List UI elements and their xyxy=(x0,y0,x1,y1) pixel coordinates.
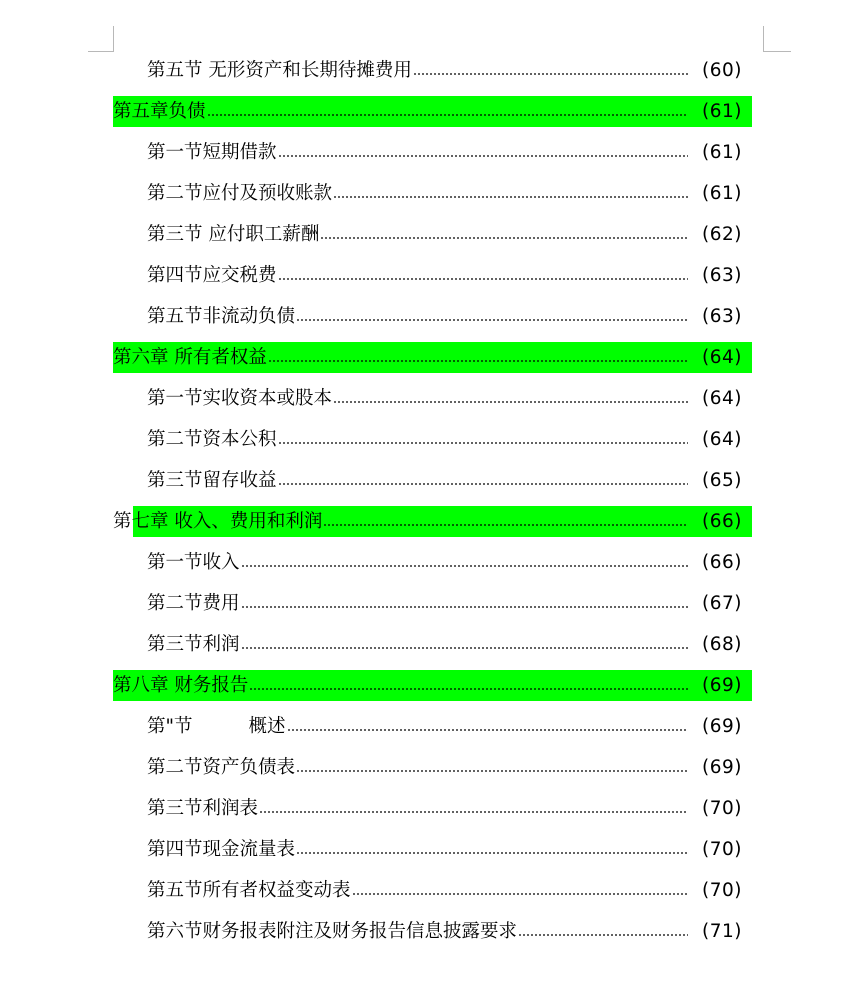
dot-leader xyxy=(241,647,688,649)
toc-entry-title-text: 第四节现金流量表 xyxy=(147,839,296,860)
toc-chapter-row xyxy=(0,91,857,132)
toc-entry-link[interactable] xyxy=(147,916,752,947)
toc-entry-title-text: 第六节财务报表附注及财务报告信息披露要求 xyxy=(147,921,518,942)
toc-section-row xyxy=(0,296,857,337)
dot-leader xyxy=(352,893,688,895)
toc-section-row xyxy=(0,419,857,460)
toc-page-number: (66) xyxy=(702,552,742,573)
toc-entry-title xyxy=(147,752,295,783)
toc-section-row xyxy=(0,583,857,624)
dot-leader xyxy=(287,729,688,731)
toc-entry-title-text: 第八章 财务报告 xyxy=(113,675,249,696)
toc-section-row xyxy=(0,829,857,870)
toc-section-row xyxy=(0,255,857,296)
toc-entry-title xyxy=(147,793,258,824)
toc-entry-title-text: 第二节应付及预收账款 xyxy=(147,183,333,204)
toc-entry-title xyxy=(147,424,277,455)
toc-entry-link[interactable] xyxy=(147,711,752,742)
toc-entry-link[interactable] xyxy=(147,55,752,86)
table-of-contents xyxy=(0,50,857,952)
toc-page-number: (65) xyxy=(702,470,742,491)
toc-section-row xyxy=(0,542,857,583)
dot-leader xyxy=(278,442,688,444)
dot-leader xyxy=(320,237,688,239)
toc-entry-link[interactable] xyxy=(147,260,752,291)
toc-entry-link[interactable] xyxy=(147,588,752,619)
toc-entry-title-text: 第六章 所有者权益 xyxy=(113,347,267,368)
toc-page-number: (61) xyxy=(702,142,742,163)
dot-leader xyxy=(278,278,688,280)
toc-page-number: (63) xyxy=(702,265,742,286)
toc-entry-title-text: 第三节留存收益 xyxy=(147,470,277,491)
crop-mark-top-right xyxy=(763,26,764,52)
toc-entry-title xyxy=(113,96,206,127)
toc-entry-title-text: 第一节收入 xyxy=(147,552,240,573)
toc-entry-title xyxy=(147,916,517,947)
toc-chapter-row xyxy=(0,501,857,542)
dot-leader xyxy=(296,319,688,321)
toc-entry-link[interactable] xyxy=(147,301,752,332)
toc-page-number: (71) xyxy=(702,921,742,942)
toc-section-row xyxy=(0,132,857,173)
toc-entry-title-text: 第二节资本公积 xyxy=(147,429,277,450)
toc-entry-title xyxy=(147,260,277,291)
toc-entry-title-text: 第三节 应付职工薪酬 xyxy=(147,224,320,245)
toc-entry-link[interactable] xyxy=(147,178,752,209)
toc-entry-link[interactable] xyxy=(147,629,752,660)
toc-page-number: (70) xyxy=(702,880,742,901)
toc-entry-title-text: 第三节利润 xyxy=(147,634,240,655)
toc-entry-link[interactable] xyxy=(147,547,752,578)
toc-entry-title-text: 第七章 收入、费用和利润 xyxy=(113,511,323,532)
toc-page-number: (67) xyxy=(702,593,742,614)
toc-section-row xyxy=(0,747,857,788)
toc-entry-title xyxy=(147,834,295,865)
toc-chapter-row xyxy=(0,337,857,378)
toc-entry-title xyxy=(113,506,322,537)
toc-entry-title xyxy=(147,588,240,619)
toc-page-number: (61) xyxy=(702,101,742,122)
dot-leader xyxy=(207,114,688,116)
dot-leader xyxy=(278,483,688,485)
toc-section-row xyxy=(0,460,857,501)
toc-page-number: (70) xyxy=(702,798,742,819)
toc-entry-title xyxy=(147,178,332,209)
toc-entry-title xyxy=(147,547,240,578)
toc-entry-title-text: 第四节应交税费 xyxy=(147,265,277,286)
dot-leader xyxy=(278,155,688,157)
toc-page-number: (64) xyxy=(702,347,742,368)
toc-entry-link[interactable] xyxy=(147,793,752,824)
toc-section-row xyxy=(0,214,857,255)
toc-entry-title-text: 第三节利润表 xyxy=(147,798,259,819)
toc-entry-title-text: 第二节资产负债表 xyxy=(147,757,296,778)
toc-entry-title-text: 第五节所有者权益变动表 xyxy=(147,880,351,901)
toc-section-row xyxy=(0,706,857,747)
dot-leader xyxy=(241,606,688,608)
toc-entry-title xyxy=(147,219,319,250)
toc-section-row xyxy=(0,788,857,829)
crop-mark-top-left xyxy=(113,26,114,52)
toc-entry-title xyxy=(147,383,332,414)
dot-leader xyxy=(323,524,688,526)
toc-page-number: (60) xyxy=(702,60,742,81)
toc-page-number: (69) xyxy=(702,675,742,696)
toc-page-number: (68) xyxy=(702,634,742,655)
toc-section-row xyxy=(0,173,857,214)
toc-entry-title-text: 第五节 无形资产和长期待摊费用 xyxy=(147,60,412,81)
toc-entry-link[interactable] xyxy=(147,834,752,865)
toc-entry-title-suffix: 概述 xyxy=(248,716,286,737)
toc-entry-title-text: 第"节 xyxy=(147,716,193,737)
toc-entry-title xyxy=(113,342,267,373)
toc-entry-link[interactable] xyxy=(113,670,752,701)
dot-leader xyxy=(259,811,688,813)
toc-page-number: (61) xyxy=(702,183,742,204)
toc-entry-link[interactable] xyxy=(147,219,752,250)
toc-entry-title xyxy=(147,465,277,496)
toc-entry-title xyxy=(147,875,351,906)
toc-page-number: (70) xyxy=(702,839,742,860)
dot-leader xyxy=(296,852,688,854)
toc-entry-link[interactable] xyxy=(147,424,752,455)
toc-entry-title-text: 第二节费用 xyxy=(147,593,240,614)
toc-section-row xyxy=(0,870,857,911)
toc-page-number: (69) xyxy=(702,716,742,737)
toc-entry-link[interactable] xyxy=(113,96,752,127)
toc-entry-title-text: 第一节短期借款 xyxy=(147,142,277,163)
toc-page-number: (63) xyxy=(702,306,742,327)
dot-leader xyxy=(296,770,688,772)
toc-section-row xyxy=(0,378,857,419)
toc-entry-title-text: 第一节实收资本或股本 xyxy=(147,388,333,409)
toc-entry-link[interactable] xyxy=(147,383,752,414)
toc-entry-title xyxy=(147,55,412,86)
toc-entry-title xyxy=(147,137,277,168)
dot-leader xyxy=(249,688,688,690)
toc-entry-title xyxy=(113,670,248,701)
toc-page-number: (66) xyxy=(702,511,742,532)
toc-entry-title xyxy=(147,629,240,660)
dot-leader xyxy=(518,934,688,936)
dot-leader xyxy=(413,73,688,75)
toc-page-number: (62) xyxy=(702,224,742,245)
toc-page-number: (64) xyxy=(702,429,742,450)
toc-entry-title xyxy=(147,711,286,742)
toc-entry-link[interactable] xyxy=(113,342,752,373)
toc-section-row xyxy=(0,911,857,952)
toc-entry-title-text: 第五节非流动负债 xyxy=(147,306,296,327)
toc-page-number: (64) xyxy=(702,388,742,409)
toc-section-row xyxy=(0,624,857,665)
toc-entry-link[interactable] xyxy=(147,875,752,906)
toc-entry-link[interactable] xyxy=(147,465,752,496)
toc-entry-title-text: 第五章负债 xyxy=(113,101,206,122)
toc-entry-link[interactable] xyxy=(147,137,752,168)
dot-leader xyxy=(241,565,688,567)
dot-leader xyxy=(333,196,688,198)
toc-entry-link[interactable] xyxy=(113,506,752,537)
dot-leader xyxy=(333,401,688,403)
toc-section-row xyxy=(0,50,857,91)
toc-chapter-row xyxy=(0,665,857,706)
dot-leader xyxy=(268,360,688,362)
toc-entry-title xyxy=(147,301,295,332)
toc-page-number: (69) xyxy=(702,757,742,778)
toc-entry-link[interactable] xyxy=(147,752,752,783)
